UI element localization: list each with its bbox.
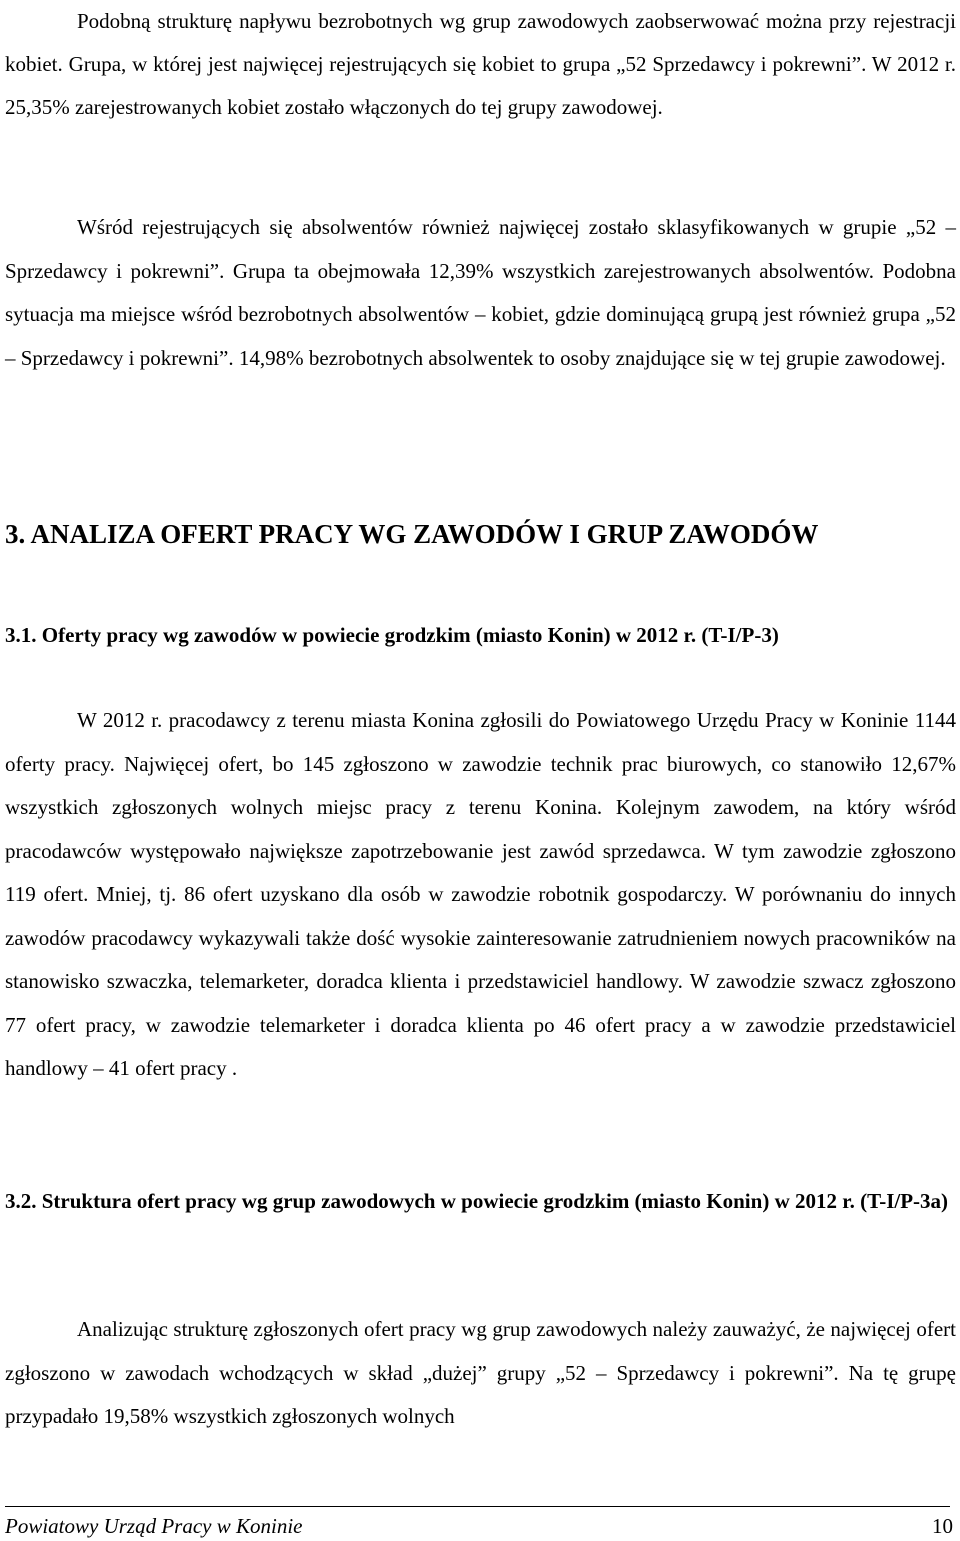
paragraph-women-registration bbox=[5, 0, 956, 129]
footer-page-number: 10 bbox=[932, 1514, 953, 1538]
paragraph-text: Wśród rejestrujących się absolwentów również najwięcej zostało sklasyfikowanych w grupie „52 – Sprzedawcy i pokrewni”. Grupa ta obejmowała 12,39% wszystkich zarejestrowanych absolwentów. Podobna sytuacja ma miejsce wśród bezrobotnych absolwentów – kobiet, gdzie dominującą grupą jest również grupa „52 – Sprzedawcy i pokrewni”. 14,98% bezrobotnych absolwentek to osoby znajdujące się w tej grupie zawodowej. bbox=[5, 215, 956, 370]
paragraph-text: Podobną strukturę napływu bezrobotnych wg grup zawodowych zaobserwować można przy rejestracji kobiet. Grupa, w której jest najwięcej rejestrujących się kobiet to grupa „52 Sprzedawcy i pokrewni”. W 2012 r. 25,35% zarejestrowanych kobiet zostało włączonych do tej grupy zawodowej. bbox=[5, 9, 956, 119]
section-3-1-heading: 3.1. Oferty pracy wg zawodów w powiecie grodzkim (miasto Konin) w 2012 r. (T-I/P-3) bbox=[5, 623, 779, 647]
footer-institution: Powiatowy Urząd Pracy w Koninie bbox=[5, 1514, 303, 1538]
paragraph-graduates bbox=[5, 206, 956, 380]
paragraph-text: Analizując strukturę zgłoszonych ofert pracy wg grup zawodowych należy zauważyć, że najwięcej ofert zgłoszono w zawodach wchodzących w skład „dużej” grupy „52 – Sprzedawcy i pokrewni”. Na tę grupę przypadało 19,58% wszystkich zgłoszonych wolnych bbox=[5, 1317, 956, 1428]
paragraph-job-offers bbox=[5, 699, 956, 1091]
section-3-heading: 3. ANALIZA OFERT PRACY WG ZAWODÓW I GRUP ZAWODÓW bbox=[5, 519, 819, 549]
section-3-2-heading: 3.2. Struktura ofert pracy wg grup zawodowych w powiecie grodzkim (miasto Konin) w 2012 r. (T-I/P-3a) bbox=[5, 1189, 949, 1213]
paragraph-text: W 2012 r. pracodawcy z terenu miasta Konina zgłosili do Powiatowego Urzędu Pracy w Koninie 1144 oferty pracy. Najwięcej ofert, bo 145 zgłoszono w zawodzie technik prac biurowych, co stanowiło 12,67% wszystkich zgłoszonych wolnych miejsc pracy z terenu Konina. Kolejnym zawodem, na który wśród pracodawców występowało największe zapotrzebowanie jest zawód sprzedawca. W tym zawodzie zgłoszono 119 ofert. Mniej, tj. 86 ofert uzyskano dla osób w zawodzie robotnik gospodarczy. W porównaniu do innych zawodów pracodawcy wykazywali także dość wysokie zainteresowanie zatrudnieniem nowych pracowników na stanowisko szwaczka, telemarketer, doradca klienta i przedstawiciel handlowy. W zawodzie szwacz zgłoszono 77 ofert pracy, w zawodzie telemarketer i doradca klienta po 46 ofert pracy a w zawodzie przedstawiciel handlowy – 41 ofert pracy . bbox=[5, 708, 956, 1080]
footer-divider bbox=[5, 1506, 950, 1507]
paragraph-offer-structure bbox=[5, 1308, 956, 1439]
